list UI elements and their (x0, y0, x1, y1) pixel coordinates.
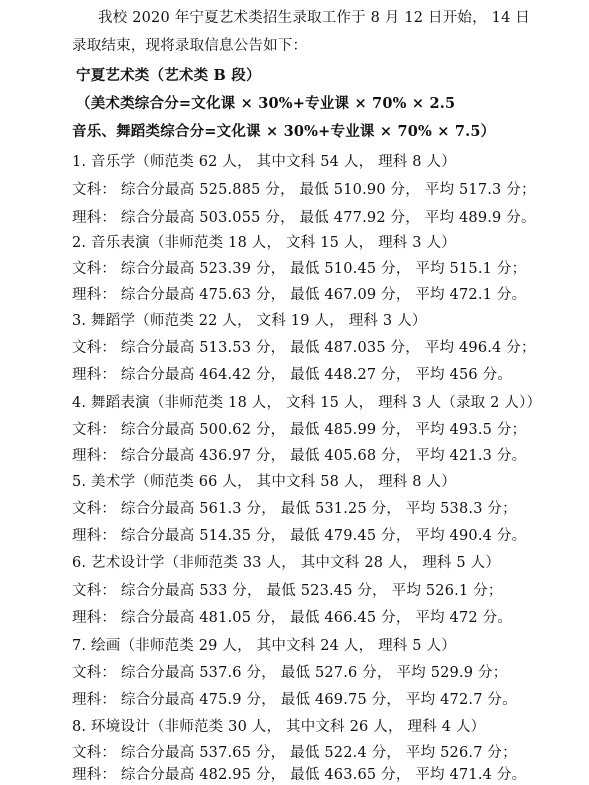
major-li-scores: 理科： 综合分最高 481.05 分， 最低 466.45 分， 平均 472 分。 (72, 610, 513, 626)
formula-art: （美术类综合分=文化课 × 30%+专业课 × 70% × 2.5 (76, 95, 456, 112)
intro-line-2: 录取结束，现将录取信息公告如下： (72, 38, 308, 54)
major-wen-scores: 文科： 综合分最高 523.39 分， 最低 510.45 分， 平均 515.1 分； (72, 261, 527, 277)
major-heading: 2. 音乐表演（非师范类 18 人， 文科 15 人， 理科 3 人） (72, 235, 456, 251)
major-heading: 6. 艺术设计学（非师范类 33 人， 其中文科 28 人， 理科 5 人） (72, 555, 501, 571)
major-wen-scores: 文科： 综合分最高 500.62 分， 最低 485.99 分， 平均 493.5 分； (72, 422, 527, 438)
major-heading: 3. 舞蹈学（师范类 22 人， 文科 19 人， 理科 3 人） (72, 313, 427, 329)
major-li-scores: 理科： 综合分最高 482.95 分， 最低 463.65 分， 平均 471.4 分。 (72, 767, 527, 783)
major-li-scores: 理科： 综合分最高 436.97 分， 最低 405.68 分， 平均 421.3 分。 (72, 448, 527, 464)
major-wen-scores: 文科： 综合分最高 533 分， 最低 523.45 分， 平均 526.1 分； (72, 583, 503, 599)
major-li-scores: 理科： 综合分最高 514.35 分， 最低 479.45 分， 平均 490.4 分。 (72, 528, 527, 544)
major-wen-scores: 文科： 综合分最高 537.6 分， 最低 527.6 分， 平均 529.9 分； (72, 665, 508, 681)
major-wen-scores: 文科： 综合分最高 561.3 分， 最低 531.25 分， 平均 538.3 分； (72, 501, 517, 517)
major-heading: 4. 舞蹈表演（非师范类 18 人， 文科 15 人， 理科 3 人（录取 2 人）） (72, 395, 542, 411)
major-li-scores: 理科： 综合分最高 503.055 分， 最低 477.92 分， 平均 489.9 分。 (72, 210, 536, 226)
major-heading: 8. 环境设计（非师范类 30 人， 其中文科 26 人， 理科 4 人） (72, 719, 486, 735)
major-heading: 5. 美术学（师范类 66 人， 其中文科 58 人， 理科 8 人） (72, 474, 456, 490)
major-wen-scores: 文科： 综合分最高 513.53 分， 最低 487.035 分， 平均 496.4 分； (72, 340, 536, 356)
formula-music-dance: 音乐、舞蹈类综合分=文化课 × 30%+专业课 × 70% × 7.5） (72, 123, 496, 140)
major-li-scores: 理科： 综合分最高 475.63 分， 最低 467.09 分， 平均 472.1 分。 (72, 287, 527, 303)
major-li-scores: 理科： 综合分最高 464.42 分， 最低 448.27 分， 平均 456 分。 (72, 367, 513, 383)
major-wen-scores: 文科： 综合分最高 525.885 分， 最低 510.90 分， 平均 517.3 分； (72, 182, 536, 198)
major-heading: 7. 绘画（非师范类 29 人， 其中文科 24 人， 理科 5 人） (72, 638, 456, 654)
section-title: 宁夏艺术类（艺术类 B 段） (76, 67, 261, 84)
intro-line-1: 我校 2020 年宁夏艺术类招生录取工作于 8 月 12 日开始， 14 日 (98, 10, 530, 26)
major-wen-scores: 文科： 综合分最高 537.65 分， 最低 522.4 分， 平均 526.7 分； (72, 745, 517, 761)
major-li-scores: 理科： 综合分最高 475.9 分， 最低 469.75 分， 平均 472.7 分。 (72, 692, 517, 708)
major-heading: 1. 音乐学（师范类 62 人， 其中文科 54 人， 理科 8 人） (72, 154, 456, 170)
